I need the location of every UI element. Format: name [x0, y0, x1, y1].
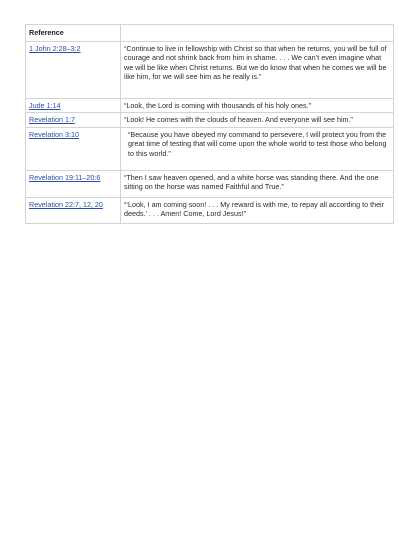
quote-text: “Because you have obeyed my command to persevere, I will protect you from the great time of testing that will come upon the whole world to test those who belong to this world.”	[128, 129, 387, 158]
reference-cell	[26, 42, 121, 99]
reference-cell	[26, 113, 121, 127]
reference-cell	[26, 127, 121, 170]
quote-text: “Continue to live in fellowship with Christ so that when he returns, you will be full of courage and not shrink back from him in shame. . . . We can’t even imagine what we will be like when Christ returns. But we do know that when he comes we will be like him, for we will see him as he really is.”	[124, 44, 387, 82]
quote-text: “‘Look, I am coming soon! . . . My reward is with me, to repay all according to their deeds.’ . . . Amen! Come, Lord Jesus!”	[124, 199, 385, 219]
table-row	[26, 113, 394, 127]
text-column-header	[121, 25, 394, 42]
reference-link[interactable]: Revelation 22:7, 12, 20	[29, 199, 103, 209]
reference-link[interactable]: Revelation 1:7	[29, 115, 75, 125]
reference-link[interactable]: Revelation 3:10	[29, 129, 79, 139]
reference-cell	[26, 99, 121, 113]
table-row	[26, 127, 394, 170]
quote-cell	[121, 170, 394, 197]
quote-text: “Look! He comes with the clouds of heaven. And everyone will see him.”	[124, 115, 353, 125]
quote-cell	[121, 99, 394, 113]
table-row	[26, 42, 394, 99]
table-row	[26, 170, 394, 197]
scripture-reference-table	[25, 24, 394, 224]
quote-cell	[121, 197, 394, 223]
reference-link[interactable]: Jude 1:14	[29, 101, 61, 110]
table-row	[26, 99, 394, 113]
quote-text: “Look, the Lord is coming with thousands of his holy ones.”	[124, 101, 311, 110]
quote-cell	[121, 113, 394, 127]
table-header-row	[26, 25, 394, 42]
quote-text: “Then I saw heaven opened, and a white horse was standing there. And the one sitting on the horse was named Faithful and True.”	[124, 172, 379, 192]
reference-cell	[26, 197, 121, 223]
quote-cell	[121, 127, 394, 170]
reference-link[interactable]: 1 John 2:28–3:2	[29, 44, 81, 53]
quote-cell	[121, 42, 394, 99]
table-row	[26, 197, 394, 223]
reference-link[interactable]: Revelation 19:11–20:6	[29, 172, 101, 182]
reference-cell	[26, 170, 121, 197]
reference-column-header: Reference	[26, 25, 121, 42]
